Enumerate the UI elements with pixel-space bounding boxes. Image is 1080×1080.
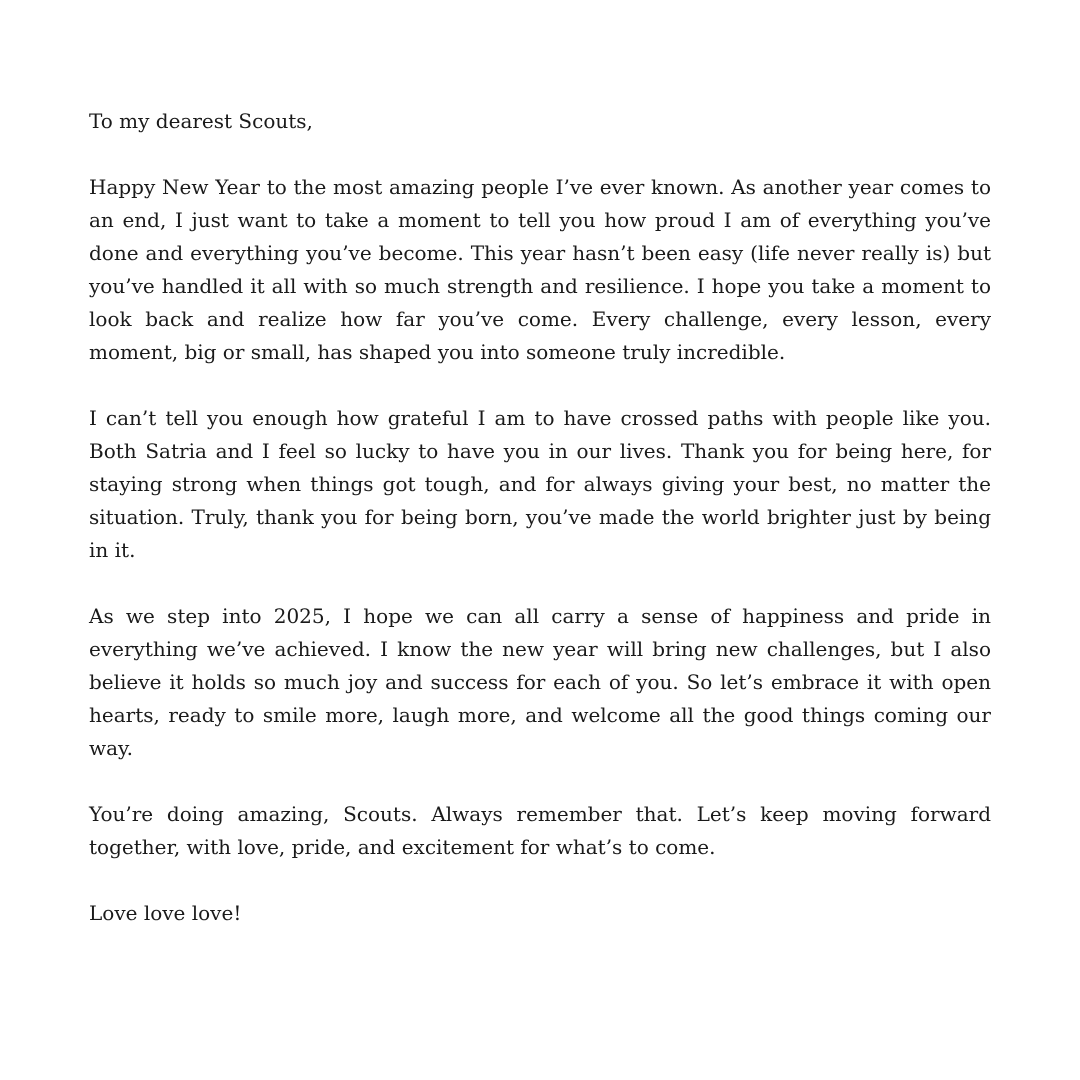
letter-paragraph-1: Happy New Year to the most amazing people I’ve ever known. As another year comes to an end, I just want to take a moment to tell you how proud I am of everything you’ve done and everything you’ve become. This year hasn’t been easy (life never really is) but you’ve handled it all with so much strength and resilience. I hope you take a moment to look back and realize how far you’ve come. Every challenge, every lesson, every moment, big or small, has shaped you into someone truly incredible. [89, 175, 991, 364]
letter-salutation: To my dearest Scouts, [89, 109, 313, 133]
letter-paragraph-4: You’re doing amazing, Scouts. Always remember that. Let’s keep moving forward together, with love, pride, and excitement for what’s to come. [89, 802, 991, 859]
letter-paragraph-3: As we step into 2025, I hope we can all carry a sense of happiness and pride in everything we’ve achieved. I know the new year will bring new challenges, but I also believe it holds so much joy and success for each of you. So let’s embrace it with open hearts, ready to smile more, laugh more, and welcome all the good things coming our way. [89, 604, 991, 760]
letter-closing: Love love love! [89, 901, 242, 925]
letter [89, 105, 991, 930]
letter-paragraph-2: I can’t tell you enough how grateful I am to have crossed paths with people like you. Both Satria and I feel so lucky to have you in our lives. Thank you for being here, for staying strong when things got tough, and for always giving your best, no matter the situation. Truly, thank you for being born, you’ve made the world brighter just by being in it. [89, 406, 991, 562]
